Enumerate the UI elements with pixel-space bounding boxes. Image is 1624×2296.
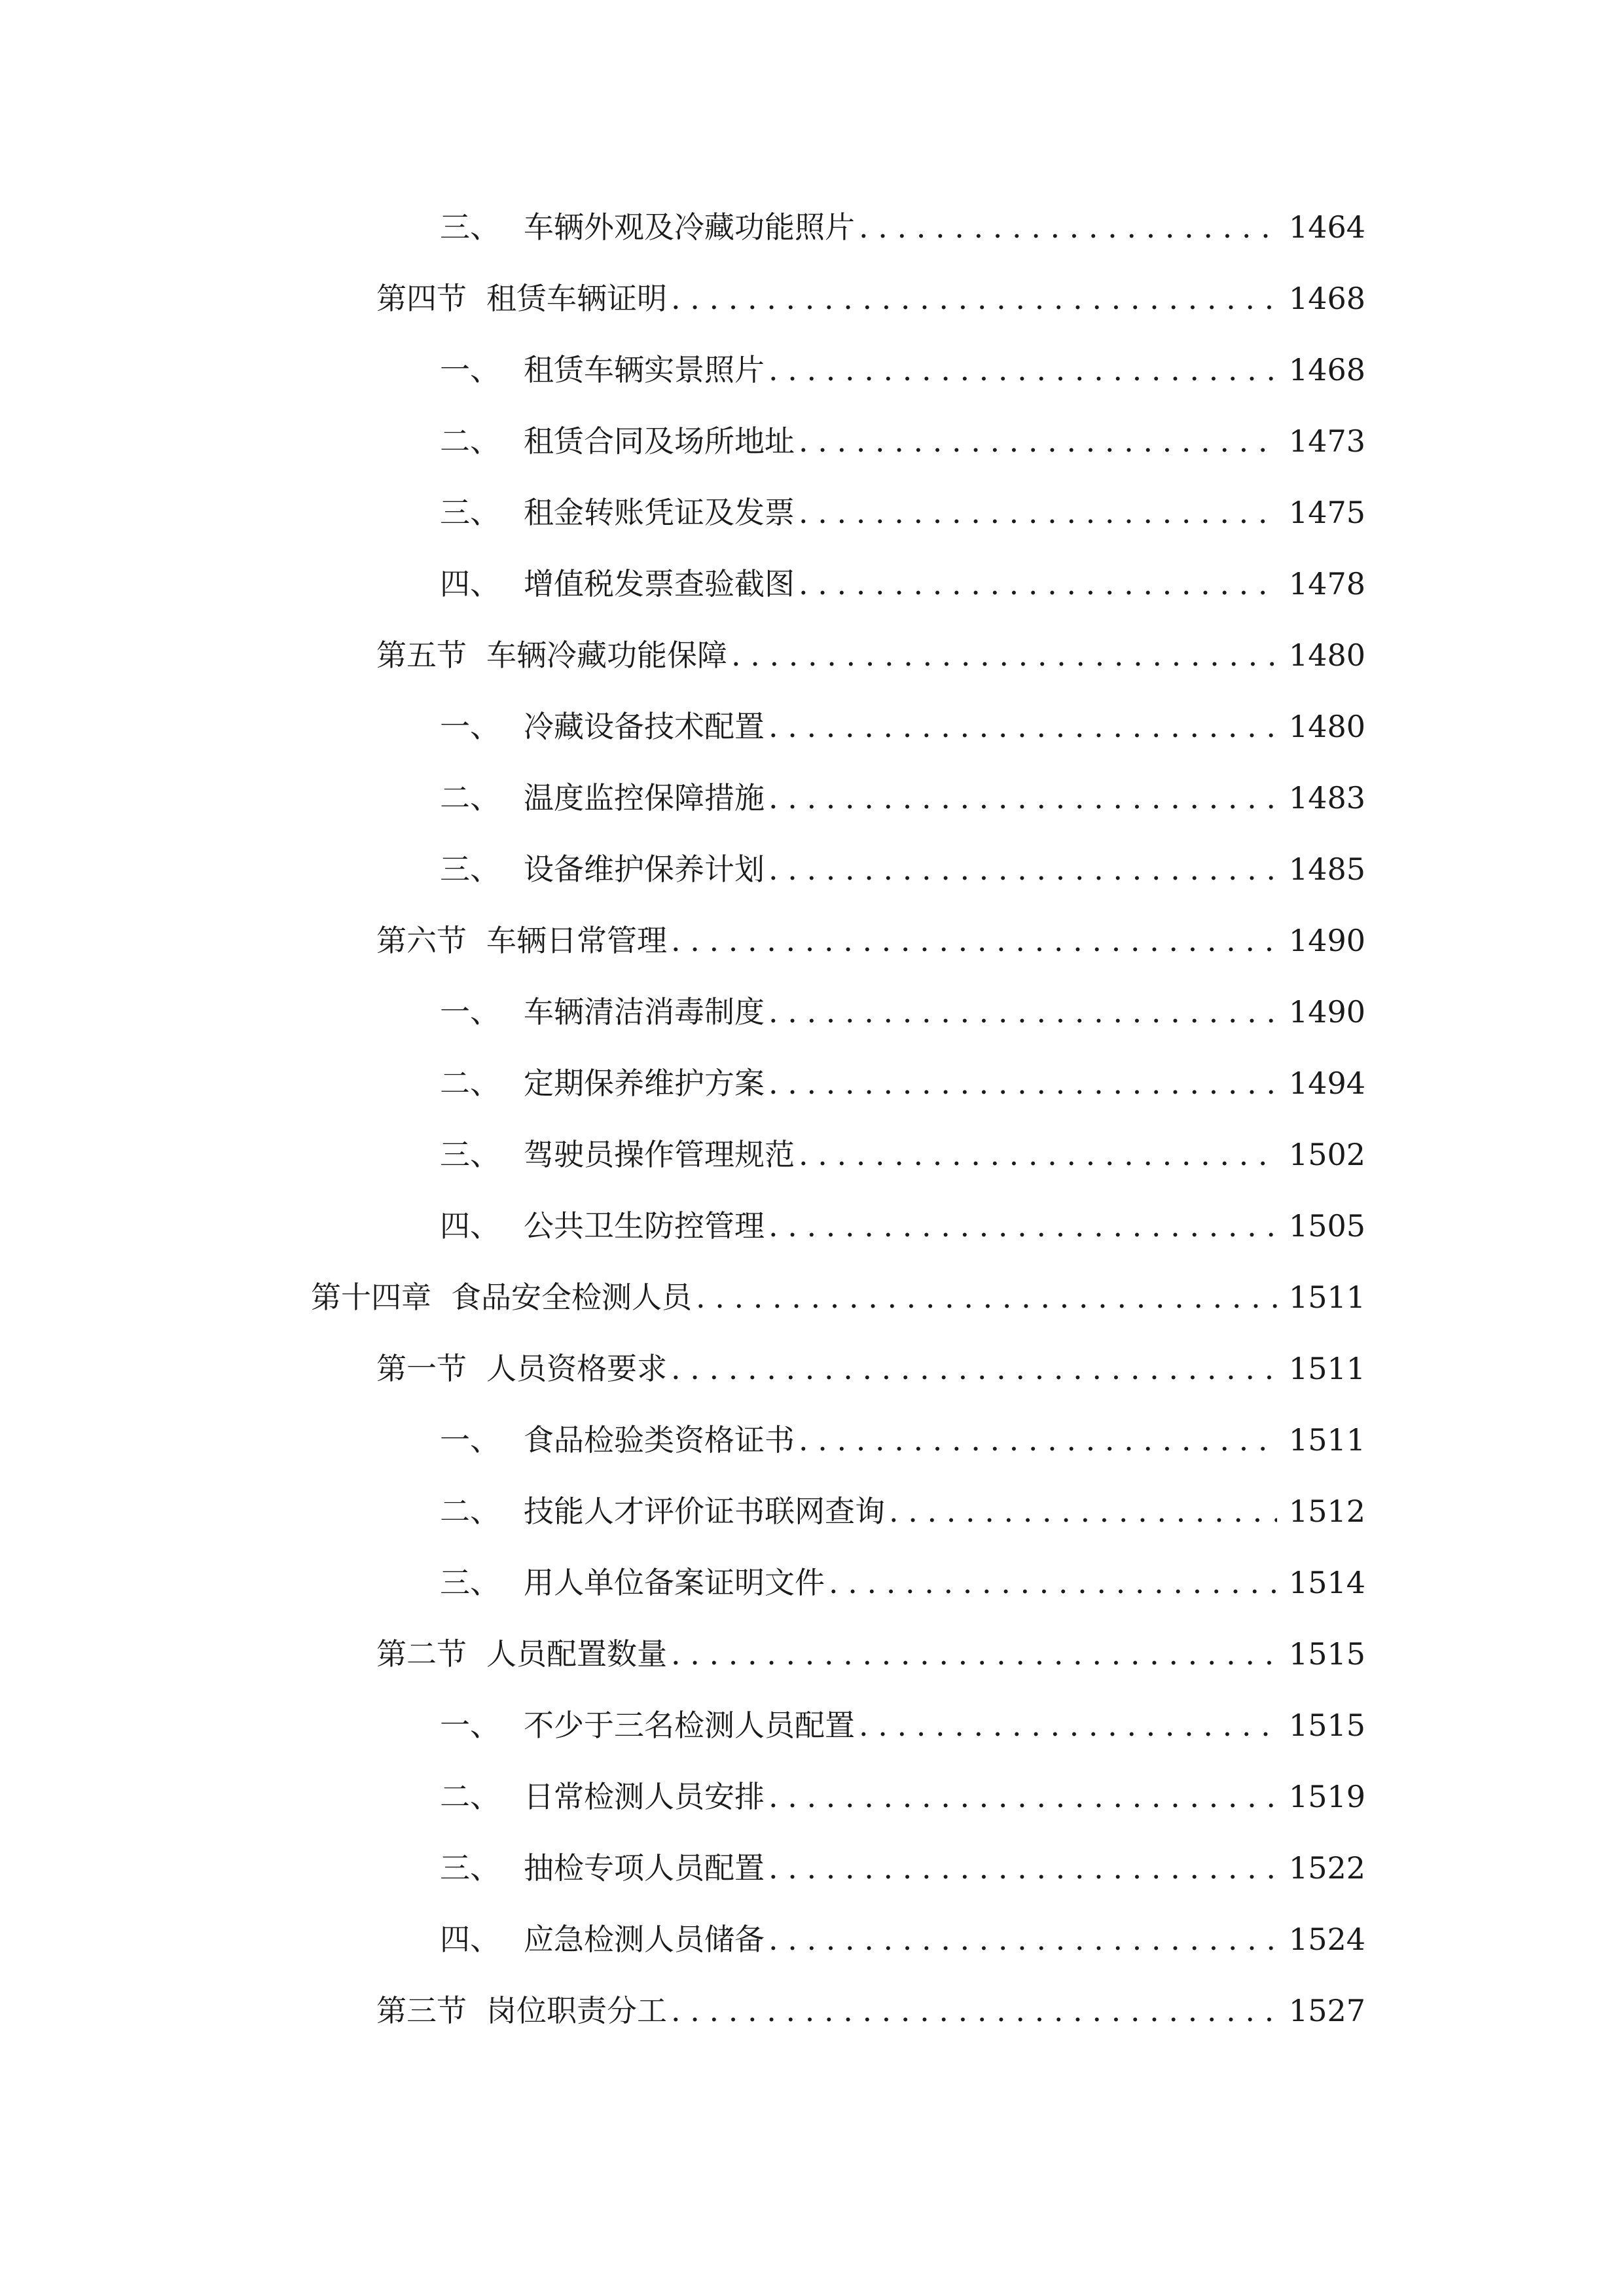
toc-entry[interactable]	[440, 1474, 1365, 1529]
toc-entry-page: 1485	[1288, 852, 1365, 887]
dot-leader	[799, 426, 1277, 456]
toc-entry[interactable]	[376, 1331, 1365, 1384]
dot-leader	[671, 283, 1277, 314]
dot-leader	[768, 997, 1277, 1027]
dot-leader	[671, 1639, 1277, 1669]
toc-entry-page: 1490	[1288, 994, 1365, 1030]
dot-leader	[799, 497, 1277, 528]
toc-entry-title: 人员配置数量	[486, 1636, 667, 1672]
toc-entry[interactable]	[440, 404, 1365, 459]
toc-entry-chapter[interactable]	[311, 1260, 1365, 1315]
toc-entry[interactable]	[440, 332, 1365, 385]
toc-entry[interactable]	[440, 1403, 1365, 1458]
dot-leader	[768, 1853, 1277, 1883]
toc-entry[interactable]	[376, 261, 1365, 314]
toc-entry-page: 1519	[1288, 1779, 1365, 1814]
toc-entry-page: 1512	[1288, 1494, 1365, 1529]
toc-entry[interactable]	[376, 1973, 1365, 2026]
toc-entry-number: 一、	[440, 709, 500, 744]
toc-entry[interactable]	[440, 689, 1365, 742]
toc-entry-title: 租赁车辆实景照片	[524, 352, 765, 387]
toc-entry[interactable]	[440, 547, 1365, 599]
toc-entry-number: 第一节	[376, 1351, 467, 1386]
toc-entry-number: 一、	[440, 1422, 500, 1458]
dot-leader	[829, 1568, 1277, 1598]
toc-entry-page: 1494	[1288, 1066, 1365, 1101]
dot-leader	[859, 1710, 1277, 1740]
toc-entry[interactable]	[376, 903, 1365, 956]
toc-entry-title: 车辆日常管理	[486, 923, 667, 958]
toc-entry-page: 1511	[1288, 1280, 1365, 1315]
dot-leader	[768, 854, 1277, 884]
toc-entry-number: 四、	[440, 1922, 500, 1957]
toc-entry-page: 1515	[1288, 1636, 1365, 1672]
toc-entry-page: 1505	[1288, 1208, 1365, 1244]
toc-entry[interactable]	[376, 618, 1365, 673]
toc-entry-title: 应急检测人员储备	[524, 1922, 765, 1957]
dot-leader	[731, 640, 1277, 670]
toc-entry-title: 定期保养维护方案	[524, 1066, 765, 1101]
toc-entry[interactable]	[440, 1688, 1365, 1743]
toc-entry-number: 二、	[440, 1066, 500, 1101]
dot-leader	[696, 1282, 1277, 1312]
toc-entry-page: 1522	[1288, 1850, 1365, 1886]
toc-entry-title: 冷藏设备技术配置	[524, 709, 765, 744]
toc-entry-page: 1480	[1288, 709, 1365, 744]
toc-entry-number: 二、	[440, 1779, 500, 1814]
toc-entry-number: 一、	[440, 994, 500, 1030]
toc-entry-number: 第六节	[376, 923, 467, 958]
toc-entry-title: 设备维护保养计划	[524, 852, 765, 887]
toc-entry-page: 1490	[1288, 923, 1365, 958]
dot-leader	[799, 1139, 1277, 1170]
toc-entry-number: 第四节	[376, 281, 467, 316]
toc-entry-title: 日常检测人员安排	[524, 1779, 765, 1814]
toc-entry[interactable]	[440, 1117, 1365, 1170]
toc-entry-page: 1527	[1288, 1993, 1365, 2028]
toc-entry-title: 技能人才评价证书联网查询	[524, 1494, 885, 1529]
toc-entry[interactable]	[440, 1831, 1365, 1886]
toc-entry-page: 1524	[1288, 1922, 1365, 1957]
toc-entry-page: 1515	[1288, 1708, 1365, 1743]
toc-entry-page: 1468	[1288, 281, 1365, 316]
toc-entry-title: 用人单位备案证明文件	[524, 1565, 825, 1600]
dot-leader	[671, 925, 1277, 956]
toc-entry-number: 四、	[440, 1208, 500, 1244]
toc-entry-page: 1468	[1288, 352, 1365, 387]
toc-entry-title: 岗位职责分工	[486, 1993, 667, 2028]
toc-entry-number: 第十四章	[311, 1280, 431, 1315]
toc-entry-title: 不少于三名检测人员配置	[524, 1708, 855, 1743]
toc-entry-number: 一、	[440, 352, 500, 387]
dot-leader	[768, 1211, 1277, 1241]
dot-leader	[671, 1996, 1277, 2026]
toc-entry[interactable]	[440, 832, 1365, 887]
toc-entry-page: 1502	[1288, 1137, 1365, 1172]
toc-entry-title: 租赁车辆证明	[486, 281, 667, 316]
toc-entry[interactable]	[440, 1545, 1365, 1598]
toc-entry[interactable]	[440, 975, 1365, 1030]
toc-entry-title: 抽检专项人员配置	[524, 1850, 765, 1886]
toc-entry-title: 车辆外观及冷藏功能照片	[524, 209, 855, 245]
toc-entry-page: 1473	[1288, 423, 1365, 459]
dot-leader	[768, 1068, 1277, 1098]
toc-entry-number: 三、	[440, 495, 500, 530]
toc-entry[interactable]	[376, 1617, 1365, 1672]
dot-leader	[889, 1496, 1277, 1526]
toc-entry-page: 1478	[1288, 566, 1365, 601]
toc-entry-title: 公共卫生防控管理	[524, 1208, 765, 1244]
toc-entry-page: 1514	[1288, 1565, 1365, 1600]
toc-entry-number: 三、	[440, 852, 500, 887]
toc-entry-title: 租金转账凭证及发票	[524, 495, 795, 530]
toc-entry-page: 1511	[1288, 1351, 1365, 1386]
dot-leader	[799, 569, 1277, 599]
toc-entry[interactable]	[440, 1759, 1365, 1812]
dot-leader	[768, 1782, 1277, 1812]
toc-entry[interactable]	[440, 190, 1365, 245]
dot-leader	[768, 711, 1277, 742]
toc-entry-number: 三、	[440, 1565, 500, 1600]
toc-entry[interactable]	[440, 761, 1365, 816]
dot-leader	[768, 783, 1277, 813]
toc-entry-number: 三、	[440, 1137, 500, 1172]
toc-entry[interactable]	[440, 1189, 1365, 1244]
dot-leader	[799, 1425, 1277, 1455]
dot-leader	[859, 212, 1277, 242]
dot-leader	[768, 1924, 1277, 1954]
toc-entry-title: 人员资格要求	[486, 1351, 667, 1386]
toc-entry-title: 增值税发票查验截图	[524, 566, 795, 601]
toc-entry[interactable]	[440, 1046, 1365, 1101]
toc-entry-number: 二、	[440, 780, 500, 816]
toc-entry-number: 一、	[440, 1708, 500, 1743]
toc-entry-title: 车辆清洁消毒制度	[524, 994, 765, 1030]
toc-entry-number: 第三节	[376, 1993, 467, 2028]
toc-entry-title: 食品安全检测人员	[451, 1280, 692, 1315]
toc-entry-number: 二、	[440, 423, 500, 459]
toc-entry-title: 车辆冷藏功能保障	[486, 637, 727, 673]
toc-entry-page: 1464	[1288, 209, 1365, 245]
toc-entry-page: 1511	[1288, 1422, 1365, 1458]
toc-entry-title: 租赁合同及场所地址	[524, 423, 795, 459]
toc-entry-number: 三、	[440, 209, 500, 245]
dot-leader	[768, 355, 1277, 385]
toc-entry-number: 二、	[440, 1494, 500, 1529]
toc-entry-title: 驾驶员操作管理规范	[524, 1137, 795, 1172]
dot-leader	[671, 1354, 1277, 1384]
toc-entry-number: 三、	[440, 1850, 500, 1886]
toc-entry-number: 第五节	[376, 637, 467, 673]
toc-entry-page: 1475	[1288, 495, 1365, 530]
toc-entry-title: 温度监控保障措施	[524, 780, 765, 816]
toc-entry-number: 四、	[440, 566, 500, 601]
toc-entry[interactable]	[440, 1902, 1365, 1957]
toc-entry-page: 1480	[1288, 637, 1365, 673]
toc-entry-title: 食品检验类资格证书	[524, 1422, 795, 1458]
toc-entry[interactable]	[440, 475, 1365, 528]
toc-entry-page: 1483	[1288, 780, 1365, 816]
toc-entry-number: 第二节	[376, 1636, 467, 1672]
